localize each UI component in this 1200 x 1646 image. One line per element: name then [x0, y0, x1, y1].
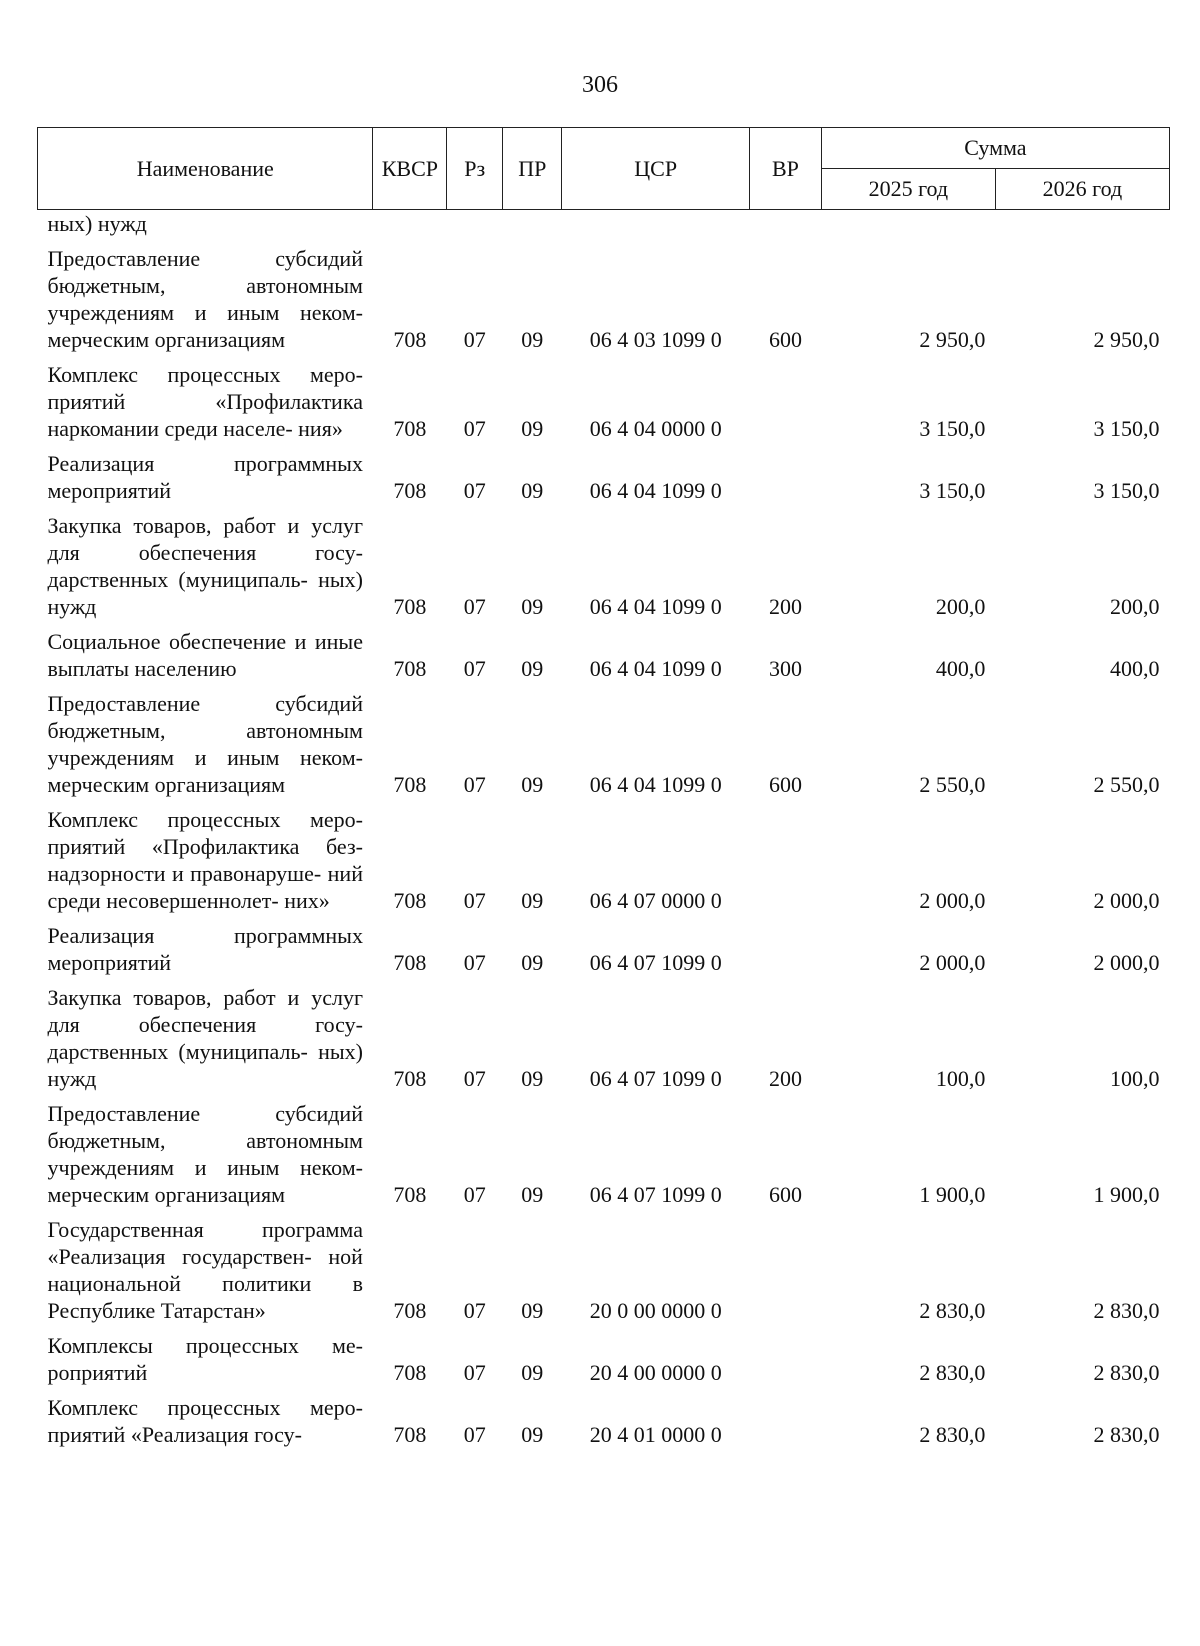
- cell-rz: 07: [463, 888, 486, 913]
- cell-pr: 09: [521, 772, 544, 797]
- cell-csr: 06 4 07 1099 0: [589, 950, 722, 975]
- row-name-text: Комплекс процессных меро- приятий «Профилактика наркомании среди населе- ния»: [47, 362, 363, 441]
- cell-2025: 2 000,0: [919, 888, 986, 913]
- cell-rz: 07: [463, 416, 486, 441]
- cell-kvsr: 708: [393, 1298, 427, 1323]
- cell-name: [38, 210, 373, 238]
- cell-vr: [750, 353, 822, 442]
- cell-pr: [503, 210, 562, 238]
- cell-vr: [750, 914, 822, 976]
- row-name-text: Комплексы процессных ме- роприятий: [47, 1333, 363, 1385]
- cell-name: [38, 1092, 373, 1208]
- table-row: [38, 237, 1170, 353]
- cell-csr: 20 4 00 0000 0: [589, 1360, 722, 1385]
- cell-rz: 07: [463, 594, 486, 619]
- cell-kvsr: 708: [393, 950, 427, 975]
- cell-vr: 600: [768, 327, 802, 352]
- cell-pr: 09: [521, 950, 544, 975]
- cell-pr: 09: [521, 327, 544, 352]
- cell-2025: 2 950,0: [919, 327, 986, 352]
- cell-rz: 07: [463, 772, 486, 797]
- table-row: [38, 1208, 1170, 1324]
- cell-name: [38, 1208, 373, 1324]
- table-row: [38, 442, 1170, 504]
- cell-vr: 200: [768, 1066, 802, 1091]
- cell-name: [38, 1386, 373, 1448]
- cell-vr: [750, 210, 822, 238]
- row-name-text: Предоставление субсидий бюджетным, автономным учреждениям и иным неком- мерческим организациям: [47, 1101, 363, 1207]
- table-row: [38, 798, 1170, 914]
- header-name: Наименование: [38, 128, 373, 210]
- cell-kvsr: 708: [393, 327, 427, 352]
- cell-name: [38, 237, 373, 353]
- cell-pr: 09: [521, 1066, 544, 1091]
- table-body: [38, 210, 1170, 1449]
- cell-2026: 2 000,0: [1093, 950, 1160, 975]
- budget-table: [37, 127, 1170, 1448]
- cell-kvsr: 708: [393, 656, 427, 681]
- cell-pr: 09: [521, 478, 544, 503]
- cell-kvsr: 708: [393, 1422, 427, 1447]
- table-row: [38, 620, 1170, 682]
- cell-2025: 2 830,0: [919, 1422, 986, 1447]
- cell-csr: [562, 210, 750, 238]
- header-csr: ЦСР: [562, 128, 750, 210]
- cell-2026: 2 550,0: [1093, 772, 1160, 797]
- cell-2025: 2 830,0: [919, 1360, 986, 1385]
- cell-vr: [750, 1386, 822, 1448]
- header-rz: Рз: [447, 128, 503, 210]
- cell-kvsr: 708: [393, 1360, 427, 1385]
- cell-2026: 2 830,0: [1093, 1360, 1160, 1385]
- cell-csr: 06 4 04 1099 0: [589, 478, 722, 503]
- table-row: [38, 1324, 1170, 1386]
- header-vr: ВР: [750, 128, 822, 210]
- cell-pr: 09: [521, 888, 544, 913]
- table-row: [38, 353, 1170, 442]
- table-row: [38, 682, 1170, 798]
- cell-2026: 400,0: [1110, 656, 1160, 681]
- table-row: [38, 210, 1170, 238]
- cell-2025: 2 000,0: [919, 950, 986, 975]
- row-name-text: ных) нужд: [47, 211, 147, 236]
- cell-2025: 1 900,0: [919, 1182, 986, 1207]
- cell-name: [38, 442, 373, 504]
- cell-rz: 07: [463, 1182, 486, 1207]
- cell-kvsr: 708: [393, 772, 427, 797]
- cell-name: [38, 682, 373, 798]
- cell-csr: 06 4 04 0000 0: [589, 416, 722, 441]
- cell-2026: 2 000,0: [1093, 888, 1160, 913]
- page-number: 306: [582, 72, 618, 98]
- row-name-text: Реализация программных мероприятий: [47, 451, 363, 503]
- cell-name: [38, 798, 373, 914]
- table-row: [38, 1386, 1170, 1448]
- cell-name: [38, 1324, 373, 1386]
- row-name-text: Предоставление субсидий бюджетным, автономным учреждениям и иным неком- мерческим организациям: [47, 691, 363, 797]
- cell-kvsr: 708: [393, 594, 427, 619]
- row-name-text: Комплекс процессных меро- приятий «Профилактика без- надзорности и правонаруше- ний среди несовершеннолет- них»: [47, 807, 363, 913]
- cell-csr: 06 4 04 1099 0: [589, 656, 722, 681]
- cell-csr: 06 4 03 1099 0: [589, 327, 722, 352]
- cell-pr: 09: [521, 1360, 544, 1385]
- header-sum: Сумма: [821, 128, 1169, 169]
- cell-kvsr: [373, 210, 447, 238]
- cell-vr: [750, 1324, 822, 1386]
- cell-2026: 3 150,0: [1093, 478, 1160, 503]
- row-name-text: Реализация программных мероприятий: [47, 923, 363, 975]
- cell-name: [38, 620, 373, 682]
- cell-vr: 600: [768, 1182, 802, 1207]
- cell-2026: 1 900,0: [1093, 1182, 1160, 1207]
- cell-2026: 200,0: [1110, 594, 1160, 619]
- cell-rz: 07: [463, 327, 486, 352]
- cell-2026: 3 150,0: [1093, 416, 1160, 441]
- cell-2025: 200,0: [935, 594, 986, 619]
- cell-name: [38, 504, 373, 620]
- cell-pr: 09: [521, 416, 544, 441]
- cell-rz: 07: [463, 1360, 486, 1385]
- cell-csr: 06 4 07 1099 0: [589, 1182, 722, 1207]
- cell-csr: 20 0 00 0000 0: [589, 1298, 722, 1323]
- cell-rz: 07: [463, 1298, 486, 1323]
- cell-2026: 2 950,0: [1093, 327, 1160, 352]
- cell-kvsr: 708: [393, 1066, 427, 1091]
- table-row: [38, 1092, 1170, 1208]
- table-row: [38, 504, 1170, 620]
- cell-2025: 2 550,0: [919, 772, 986, 797]
- cell-2026: [995, 210, 1169, 238]
- table-row: [38, 976, 1170, 1092]
- cell-vr: [750, 798, 822, 914]
- row-name-text: Предоставление субсидий бюджетным, автономным учреждениям и иным неком- мерческим организациям: [47, 246, 363, 352]
- row-name-text: Комплекс процессных меро- приятий «Реализация госу-: [47, 1395, 363, 1447]
- table-header: [38, 128, 1170, 210]
- cell-vr: [750, 442, 822, 504]
- cell-csr: 06 4 07 0000 0: [589, 888, 722, 913]
- header-kvsr: КВСР: [373, 128, 447, 210]
- cell-2025: [821, 210, 995, 238]
- cell-2026: 2 830,0: [1093, 1298, 1160, 1323]
- cell-2026: 100,0: [1110, 1066, 1160, 1091]
- cell-name: [38, 353, 373, 442]
- row-name-text: Закупка товаров, работ и услуг для обеспечения госу- дарственных (муниципаль- ных) нужд: [47, 513, 363, 619]
- cell-name: [38, 976, 373, 1092]
- cell-rz: 07: [463, 1066, 486, 1091]
- cell-2026: 2 830,0: [1093, 1422, 1160, 1447]
- cell-vr: 200: [768, 594, 802, 619]
- cell-csr: 20 4 01 0000 0: [589, 1422, 722, 1447]
- row-name-text: Государственная программа «Реализация государствен- ной национальной политики в Республике Татарстан»: [47, 1217, 363, 1323]
- cell-rz: 07: [463, 1422, 486, 1447]
- cell-csr: 06 4 04 1099 0: [589, 594, 722, 619]
- cell-pr: 09: [521, 1422, 544, 1447]
- cell-vr: 600: [768, 772, 802, 797]
- cell-kvsr: 708: [393, 1182, 427, 1207]
- cell-pr: 09: [521, 594, 544, 619]
- cell-pr: 09: [521, 1298, 544, 1323]
- header-pr: ПР: [503, 128, 562, 210]
- cell-csr: 06 4 04 1099 0: [589, 772, 722, 797]
- cell-rz: 07: [463, 478, 486, 503]
- cell-pr: 09: [521, 1182, 544, 1207]
- header-2026: 2026 год: [995, 169, 1169, 210]
- cell-2025: 3 150,0: [919, 478, 986, 503]
- table-row: [38, 914, 1170, 976]
- header-2025: 2025 год: [821, 169, 995, 210]
- cell-rz: [447, 210, 503, 238]
- row-name-text: Закупка товаров, работ и услуг для обеспечения госу- дарственных (муниципаль- ных) нужд: [47, 985, 363, 1091]
- cell-2025: 2 830,0: [919, 1298, 986, 1323]
- cell-kvsr: 708: [393, 416, 427, 441]
- cell-2025: 100,0: [935, 1066, 986, 1091]
- cell-kvsr: 708: [393, 478, 427, 503]
- cell-2025: 3 150,0: [919, 416, 986, 441]
- cell-vr: [750, 1208, 822, 1324]
- cell-rz: 07: [463, 656, 486, 681]
- cell-pr: 09: [521, 656, 544, 681]
- cell-name: [38, 914, 373, 976]
- cell-kvsr: 708: [393, 888, 427, 913]
- cell-rz: 07: [463, 950, 486, 975]
- cell-2025: 400,0: [935, 656, 986, 681]
- cell-csr: 06 4 07 1099 0: [589, 1066, 722, 1091]
- cell-vr: 300: [768, 656, 802, 681]
- row-name-text: Социальное обеспечение и иные выплаты населению: [47, 629, 363, 681]
